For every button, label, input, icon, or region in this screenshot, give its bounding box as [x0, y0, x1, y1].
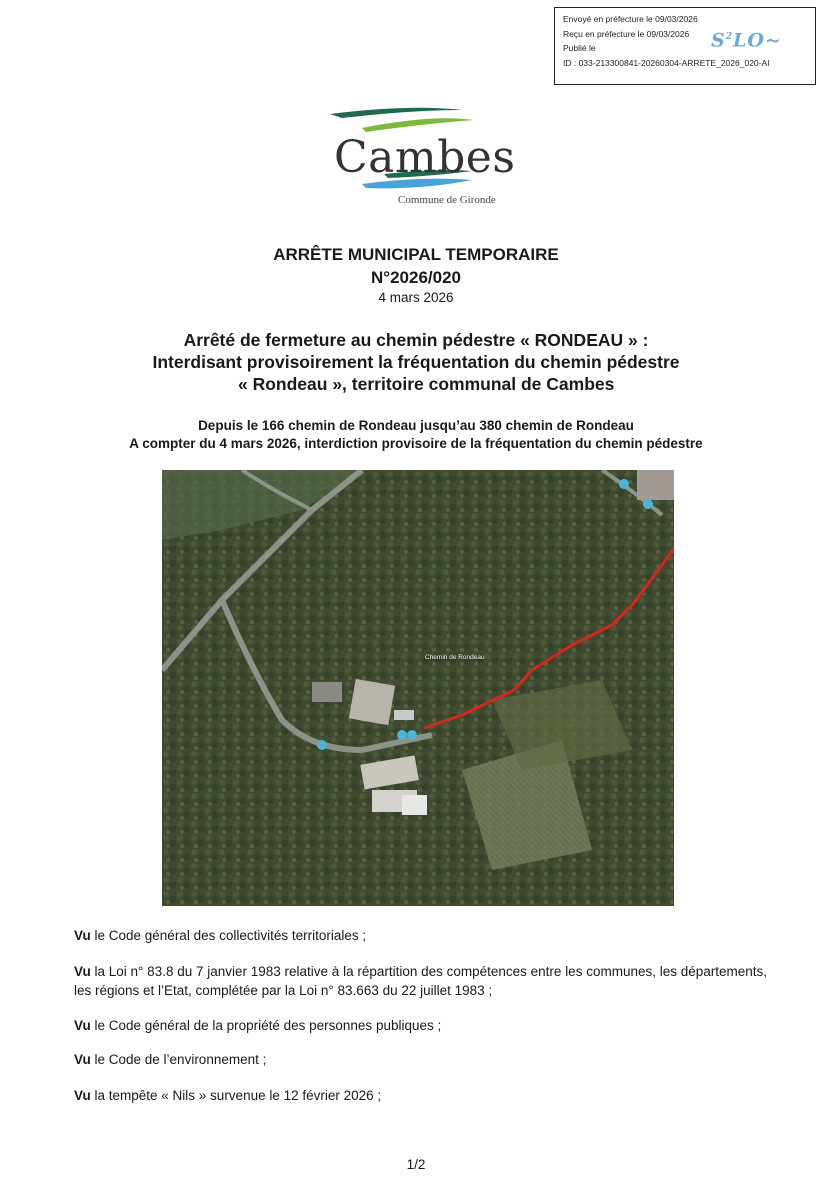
consideration-5 [74, 1086, 774, 1105]
decree-title: ARRÊTE MUNICIPAL TEMPORAIRE [273, 245, 559, 264]
stamp-id: ID : 033-213300841-20260304-ARRETE_2026_020-AI [563, 57, 770, 68]
consideration-2 [74, 962, 774, 1000]
cambes-logo [322, 104, 516, 212]
stamp-published: Publié le [563, 43, 596, 53]
consideration-text: la tempête « Nils » survenue le 12 février 2026 ; [90, 1088, 382, 1103]
consideration-text: le Code général de la propriété des personnes publiques ; [90, 1018, 442, 1033]
info-line-2: A compter du 4 mars 2026, interdiction provisoire de la fréquentation du chemin pédestre [129, 436, 703, 451]
consideration-3 [74, 1016, 774, 1035]
aerial-map [162, 470, 674, 906]
logo-name: Cambes [334, 132, 516, 183]
logo-subtitle: Commune de Gironde [398, 194, 496, 206]
consideration-1 [74, 926, 774, 945]
prefecture-stamp [554, 7, 816, 85]
s2lo-logo: $S^2LO\sim$ [711, 29, 782, 52]
consideration-text: la Loi n° 83.8 du 7 janvier 1983 relative à la répartition des compétences entre les communes, les départements, les régions et l’Etat, complétée par la Loi n° 83.663 du 22 juillet 1983 ; [74, 964, 768, 998]
aerial-map-graphic [162, 470, 674, 906]
consideration-prefix: Vu [74, 964, 91, 979]
subject-line-3: « Rondeau », territoire communal de Cambes [238, 374, 615, 394]
consideration-prefix: Vu [74, 1018, 91, 1033]
decree-date: 4 mars 2026 [378, 290, 454, 305]
decree-number: N°2026/020 [371, 268, 461, 287]
consideration-text: le Code de l’environnement ; [90, 1052, 267, 1067]
consideration-text: le Code général des collectivités territoriales ; [90, 928, 367, 943]
stamp-sent: Envoyé en préfecture le 09/03/2026 [563, 14, 698, 24]
subject-line-2: Interdisant provisoirement la fréquentation du chemin pédestre [152, 352, 680, 372]
consideration-prefix: Vu [74, 928, 91, 943]
subject-line-1: Arrêté de fermeture au chemin pédestre « RONDEAU » : [183, 330, 649, 350]
consideration-4 [74, 1050, 774, 1069]
consideration-prefix: Vu [74, 1088, 91, 1103]
consideration-prefix: Vu [74, 1052, 91, 1067]
stamp-received: Reçu en préfecture le 09/03/2026 [563, 28, 690, 39]
info-line-1: Depuis le 166 chemin de Rondeau jusqu’au 380 chemin de Rondeau [198, 418, 634, 433]
map-street-label: Chemin de Rondeau [425, 654, 485, 661]
page-number: 1/2 [406, 1157, 426, 1172]
